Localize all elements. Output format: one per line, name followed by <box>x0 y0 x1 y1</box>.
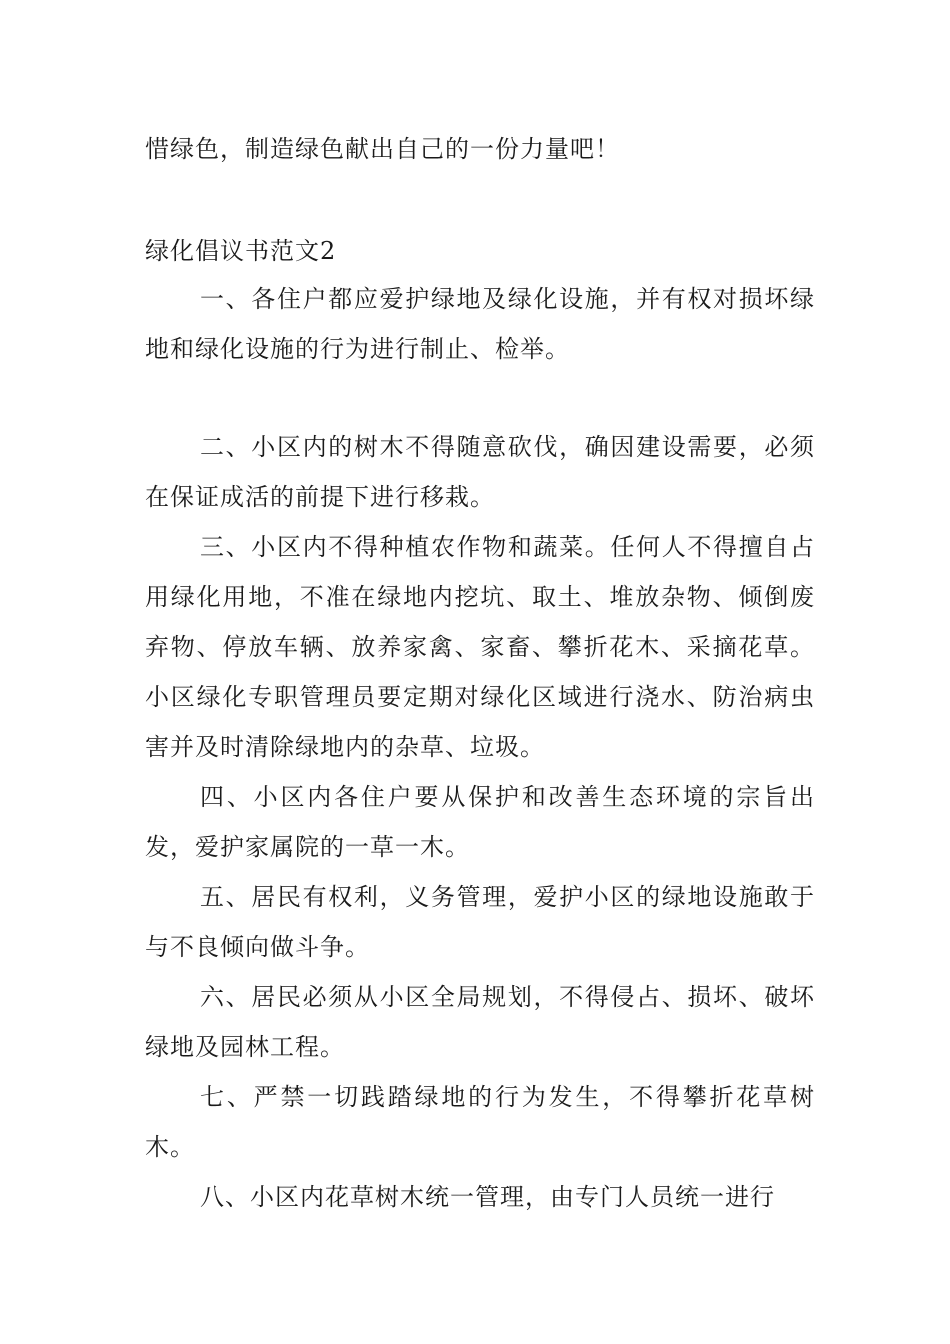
section-title: 绿化倡议书范文2 <box>145 237 337 265</box>
paragraph-6: 六、居民必须从小区全局规划，不得侵占、损坏、破坏绿地及园林工程。 <box>145 983 815 1061</box>
paragraph-7: 七、严禁一切践踏绿地的行为发生，不得攀折花草树木。 <box>145 1083 815 1161</box>
paragraph-3: 三、小区内不得种植农作物和蔬菜。任何人不得擅自占用绿化用地，不准在绿地内挖坑、取土、堆放杂物、倾倒废弃物、停放车辆、放养家禽、家畜、攀折花木、采摘花草。小区绿化专职管理员要定期对绿化区域进行浇水、防治病虫害并及时清除绿地内的杂草、垃圾。 <box>145 533 815 761</box>
paragraph-5: 五、居民有权利，义务管理，爱护小区的绿地设施敢于与不良倾向做斗争。 <box>145 883 815 961</box>
paragraph-8: 八、小区内花草树木统一管理，由专门人员统一进行 <box>200 1183 775 1211</box>
paragraph-2: 二、小区内的树木不得随意砍伐，确因建设需要，必须在保证成活的前提下进行移栽。 <box>145 433 815 511</box>
continuation-text: 惜绿色，制造绿色献出自己的一份力量吧！ <box>145 135 620 163</box>
paragraph-4: 四、小区内各住户要从保护和改善生态环境的宗旨出发，爱护家属院的一草一木。 <box>145 783 815 861</box>
paragraph-1: 一、各住户都应爱护绿地及绿化设施，并有权对损坏绿地和绿化设施的行为进行制止、检举。 <box>145 285 815 363</box>
